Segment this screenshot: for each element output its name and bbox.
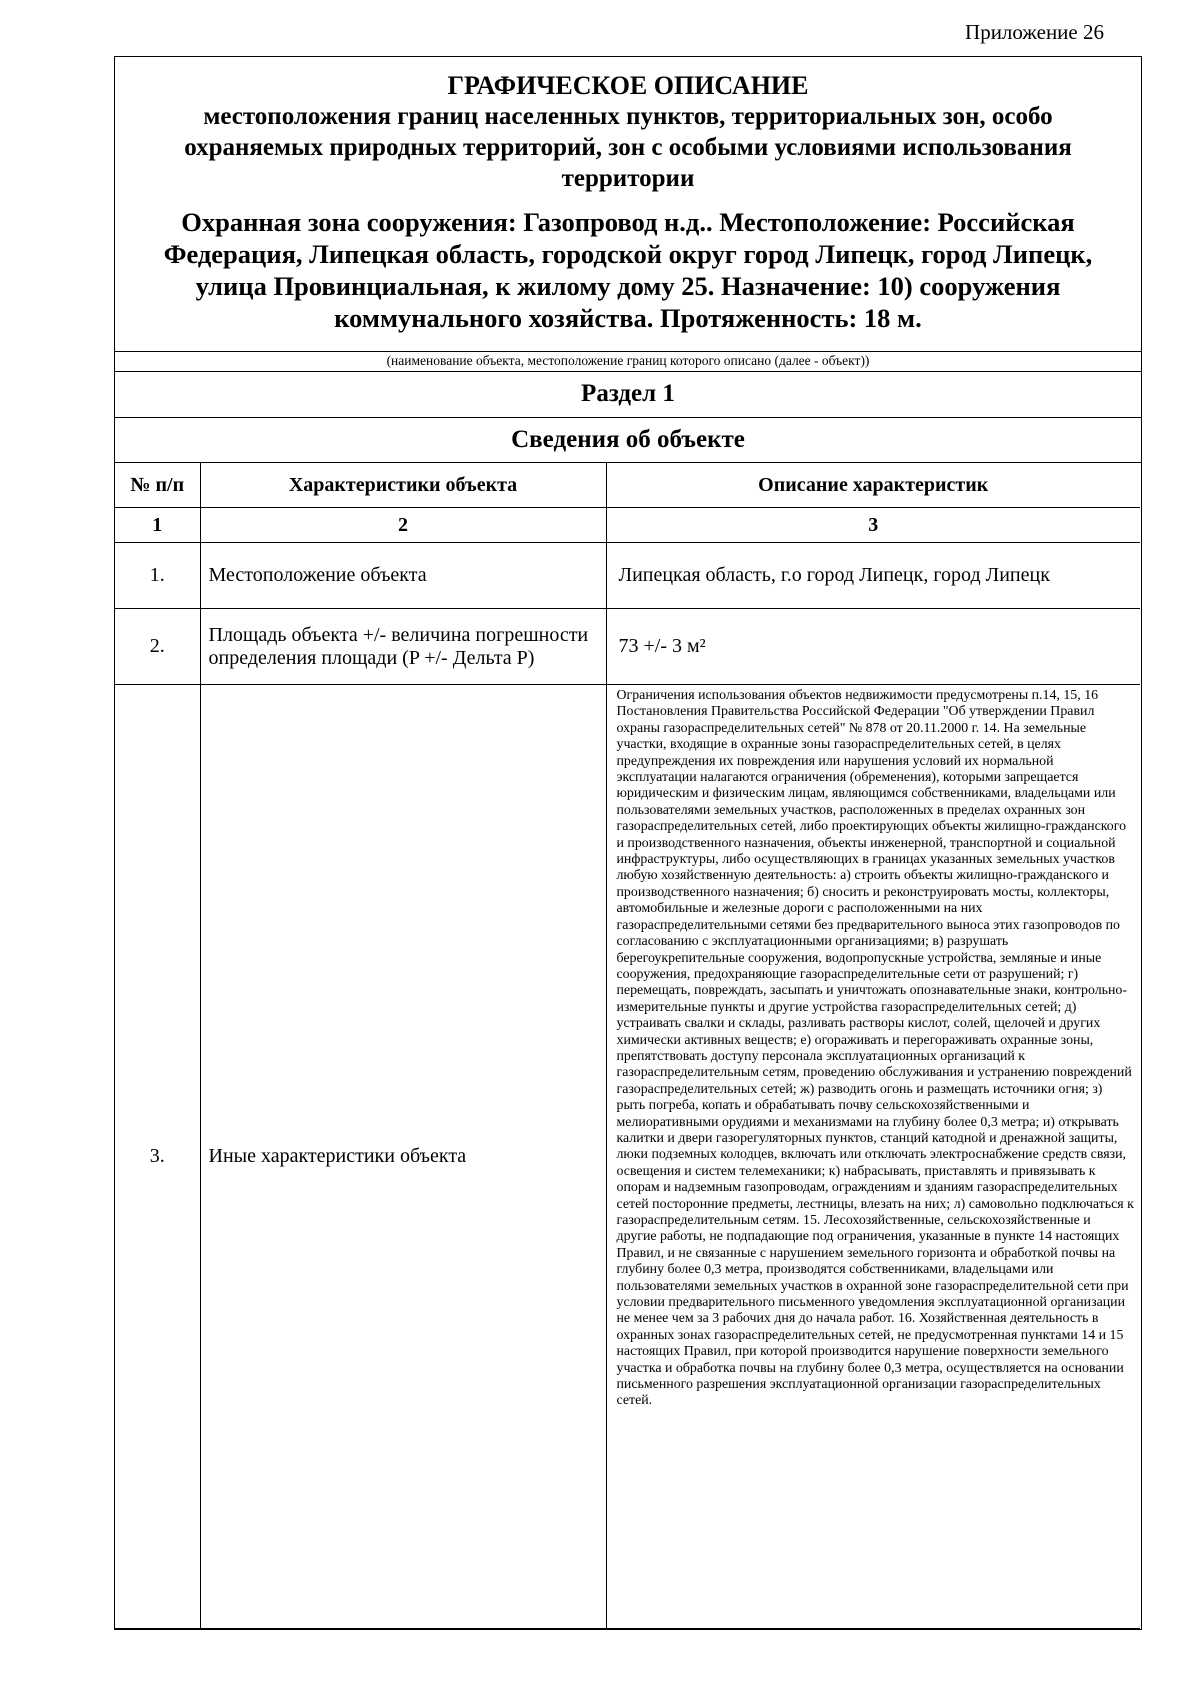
object-name-caption: (наименование объекта, местоположение границ которого описано (далее - объект)): [386, 353, 870, 368]
section-subtitle: Сведения об объекте: [511, 426, 745, 453]
column-header: Характеристики объекта: [200, 463, 606, 508]
row-characteristic: Площадь объекта +/- величина погрешности определения площади (P +/- Дельта P): [200, 609, 606, 685]
column-number: 3: [606, 508, 1140, 543]
column-header: Описание характеристик: [606, 463, 1140, 508]
row-characteristic: Местоположение объекта: [200, 543, 606, 609]
row-number: 1.: [115, 543, 200, 609]
table-header-row: [115, 463, 1140, 508]
appendix-label: Приложение 26: [965, 20, 1104, 44]
object-name: Охранная зона сооружения: Газопровод н.д.. Местоположение: Российская Федерация, Липецкая область, городской округ город Липецк, город Липецк, улица Провинциальная, к жилому дому 25. Назначение: 10) сооружения коммунального хозяйства. Протяженность: 18 м.: [163, 207, 1093, 333]
row-characteristic: Иные характеристики объекта: [200, 685, 606, 1629]
row-description: Липецкая область, г.о город Липецк, город Липецк: [606, 543, 1140, 609]
document-subtitle: местоположения границ населенных пунктов, территориальных зон, особо охраняемых природных территорий, зон с особыми условиями использования территории: [184, 103, 1072, 192]
row-number: 2.: [115, 609, 200, 685]
row-description: Ограничения использования объектов недвижимости предусмотрены п.14, 15, 16 Постановления Правительства Российской Федерации "Об утверждении Правил охраны газораспределительных сетей" № 878 от 20.11.2000 г. 14. На земельные участки, входящие в охранные зоны газораспределительных сетей, в целях предупреждения их повреждения или нарушения условий их нормальной эксплуатации налагаются ограничения (обременения), которыми запрещается юридическим и физическим лицам, являющимся собственниками, владельцами или пользователями земельных участков, расположенных в пределах охранных зон газораспределительных сетей, либо проектирующих объекты жилищно-гражданского и производственного назначения, объекты инженерной, транспортной и социальной инфраструктуры, либо осуществляющих в границах указанных земельных участков любую хозяйственную деятельность: а) строить объекты жилищно-гражданского и производственного назначения; б) сносить и реконструировать мосты, коллекторы, автомобильные и железные дороги с расположенными на них газораспределительными сетями без предварительного выноса этих газопроводов по согласованию с эксплуатационными организациями; в) разрушать берегоукрепительные сооружения, водопропускные устройства, земляные и иные сооружения, предохраняющие газораспределительные сети от разрушений; г) перемещать, повреждать, засыпать и уничтожать опознавательные знаки, контрольно-измерительные пункты и другие устройства газораспределительных сетей; д) устраивать свалки и склады, разливать растворы кислот, солей, щелочей и других химически активных веществ; е) огораживать и перегораживать охранные зоны, препятствовать доступу персонала эксплуатационных организаций к газораспределительным сетям, проведению обслуживания и устранению повреждений газораспределительных сетей; ж) разводить огонь и размещать источники огня; з) рыть погреба, копать и обрабатывать почву сельскохозяйственными и мелиоративными орудиями и механизмами на глубину более 0,3 метра; и) открывать калитки и двери газорегуляторных пунктов, станций катодной и дренажной защиты, люки подземных колодцев, включать или отключать электроснабжение средств связи, освещения и систем телемеханики; к) набрасывать, приставлять и привязывать к опорам и надземным газопроводам, ограждениям и зданиям газораспределительных сетей посторонние предметы, лестницы, влезать на них; л) самовольно подключаться к газораспределительным сетям. 15. Лесохозяйственные, сельскохозяйственные и другие работы, не подпадающие под ограничения, указанные в пункте 14 настоящих Правил, и не связанные с нарушением земельного горизонта и обработкой почвы на глубину более 0,3 метра, производятся собственниками, владельцами или пользователями земельных участков в охранной зоне газораспределительной сети при условии предварительного письменного уведомления эксплуатационной организации не менее чем за 3 рабочих дня до начала работ. 16. Хозяйственная деятельность в охранных зонах газораспределительных сетей, не предусмотренная пунктами 14 и 15 настоящих Правил, при которой производится нарушение поверхности земельного участка и обработка почвы на глубину более 0,3 метра, осуществляется на основании письменного разрешения эксплуатационной организации газораспределительных сетей.: [606, 685, 1140, 1629]
document-frame: [114, 56, 1142, 1630]
document-header: [115, 57, 1141, 353]
section-title: Раздел 1: [581, 380, 675, 407]
table-row: [115, 543, 1140, 609]
column-header: № п/п: [115, 463, 200, 508]
column-number: 1: [115, 508, 200, 543]
column-number-row: [115, 508, 1140, 543]
row-number: 3.: [115, 685, 200, 1629]
table-row: [115, 685, 1140, 1629]
object-info-table: [115, 463, 1140, 1629]
table-row: [115, 609, 1140, 685]
column-number: 2: [200, 508, 606, 543]
row-description: 73 +/- 3 м²: [606, 609, 1140, 685]
document-title: ГРАФИЧЕСКОЕ ОПИСАНИЕ: [447, 71, 809, 100]
